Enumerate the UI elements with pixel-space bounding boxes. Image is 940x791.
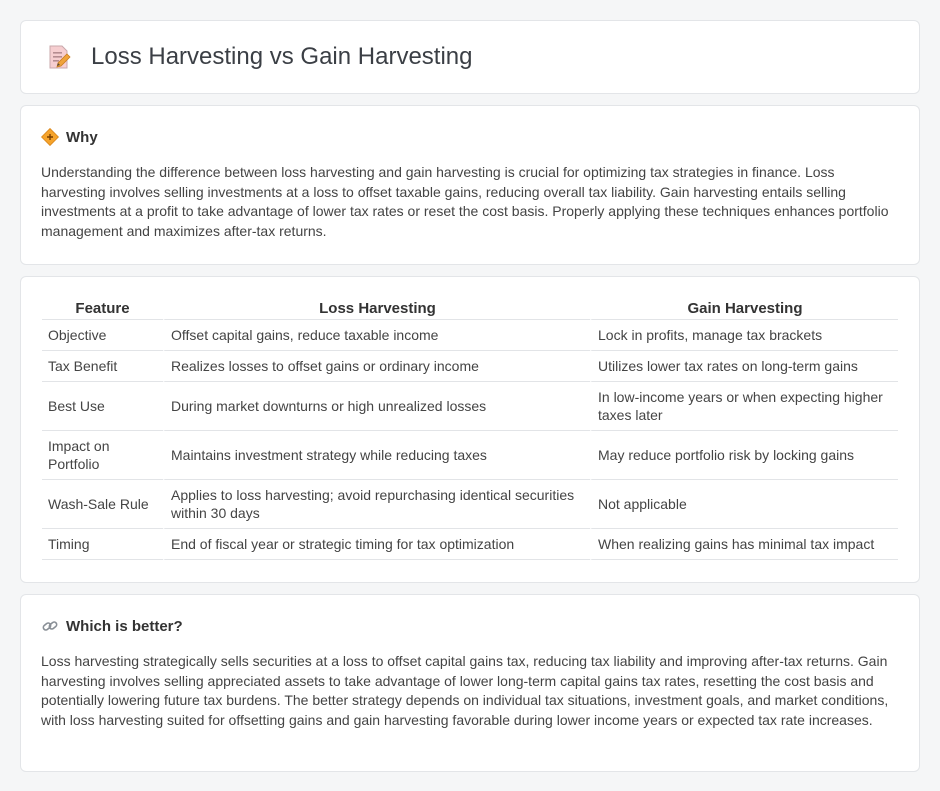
why-section bbox=[20, 105, 920, 265]
gain-cell: Utilizes lower tax rates on long-term gains bbox=[590, 351, 898, 382]
loss-cell: Offset capital gains, reduce taxable income bbox=[163, 320, 590, 351]
better-heading bbox=[41, 617, 899, 635]
page-title: Loss Harvesting vs Gain Harvesting bbox=[91, 43, 473, 70]
gain-cell: In low-income years or when expecting higher taxes later bbox=[590, 382, 898, 431]
table-header-row bbox=[42, 297, 898, 320]
loss-cell: End of fiscal year or strategic timing for tax optimization bbox=[163, 529, 590, 560]
loss-cell: During market downturns or high unrealized losses bbox=[163, 382, 590, 431]
feature-cell: Timing bbox=[42, 529, 163, 560]
feature-cell: Wash-Sale Rule bbox=[42, 480, 163, 529]
which-better-section bbox=[20, 594, 920, 772]
table-row bbox=[42, 480, 898, 529]
gain-cell: Lock in profits, manage tax brackets bbox=[590, 320, 898, 351]
feature-cell: Objective bbox=[42, 320, 163, 351]
document-edit-icon bbox=[47, 44, 71, 70]
comparison-table bbox=[42, 297, 898, 560]
table-row bbox=[42, 431, 898, 480]
loss-cell: Maintains investment strategy while reducing taxes bbox=[163, 431, 590, 480]
feature-cell: Impact on Portfolio bbox=[42, 431, 163, 480]
better-heading-label: Which is better? bbox=[66, 617, 183, 635]
feature-cell: Tax Benefit bbox=[42, 351, 163, 382]
gain-cell: When realizing gains has minimal tax impact bbox=[590, 529, 898, 560]
why-heading bbox=[41, 128, 899, 146]
gain-cell: Not applicable bbox=[590, 480, 898, 529]
table-row bbox=[42, 351, 898, 382]
diamond-sign-icon bbox=[41, 128, 59, 146]
why-heading-label: Why bbox=[66, 128, 98, 146]
table-row bbox=[42, 320, 898, 351]
header-gain-harvesting: Gain Harvesting bbox=[590, 297, 898, 320]
loss-cell: Realizes losses to offset gains or ordinary income bbox=[163, 351, 590, 382]
loss-cell: Applies to loss harvesting; avoid repurchasing identical securities within 30 days bbox=[163, 480, 590, 529]
gain-cell: May reduce portfolio risk by locking gains bbox=[590, 431, 898, 480]
better-text: Loss harvesting strategically sells securities at a loss to offset capital gains tax, reducing tax liability and improving after-tax returns. Gain harvesting involves selling appreciated assets to take advantage of lower long-term capital gains tax rates, resetting the cost basis and potentially lowering future tax burdens. The better strategy depends on individual tax situations, investment goals, and market conditions, with loss harvesting suited for offsetting gains and gain harvesting favorable during lower income years or expected tax rate increases. bbox=[41, 653, 889, 728]
title-card bbox=[20, 20, 920, 94]
header-loss-harvesting: Loss Harvesting bbox=[163, 297, 590, 320]
comparison-card bbox=[20, 276, 920, 583]
table-row bbox=[42, 529, 898, 560]
link-icon bbox=[41, 617, 59, 635]
header-feature: Feature bbox=[42, 297, 163, 320]
feature-cell: Best Use bbox=[42, 382, 163, 431]
why-text: Understanding the difference between loss harvesting and gain harvesting is crucial for optimizing tax strategies in finance. Loss harvesting involves selling investments at a loss to offset taxable gains, reducing overall tax liability. Gain harvesting entails selling investments at a profit to take advantage of lower tax rates or reset the cost basis. Properly applying these techniques enhances portfolio management and maximizes after-tax returns. bbox=[41, 164, 889, 239]
table-row bbox=[42, 382, 898, 431]
